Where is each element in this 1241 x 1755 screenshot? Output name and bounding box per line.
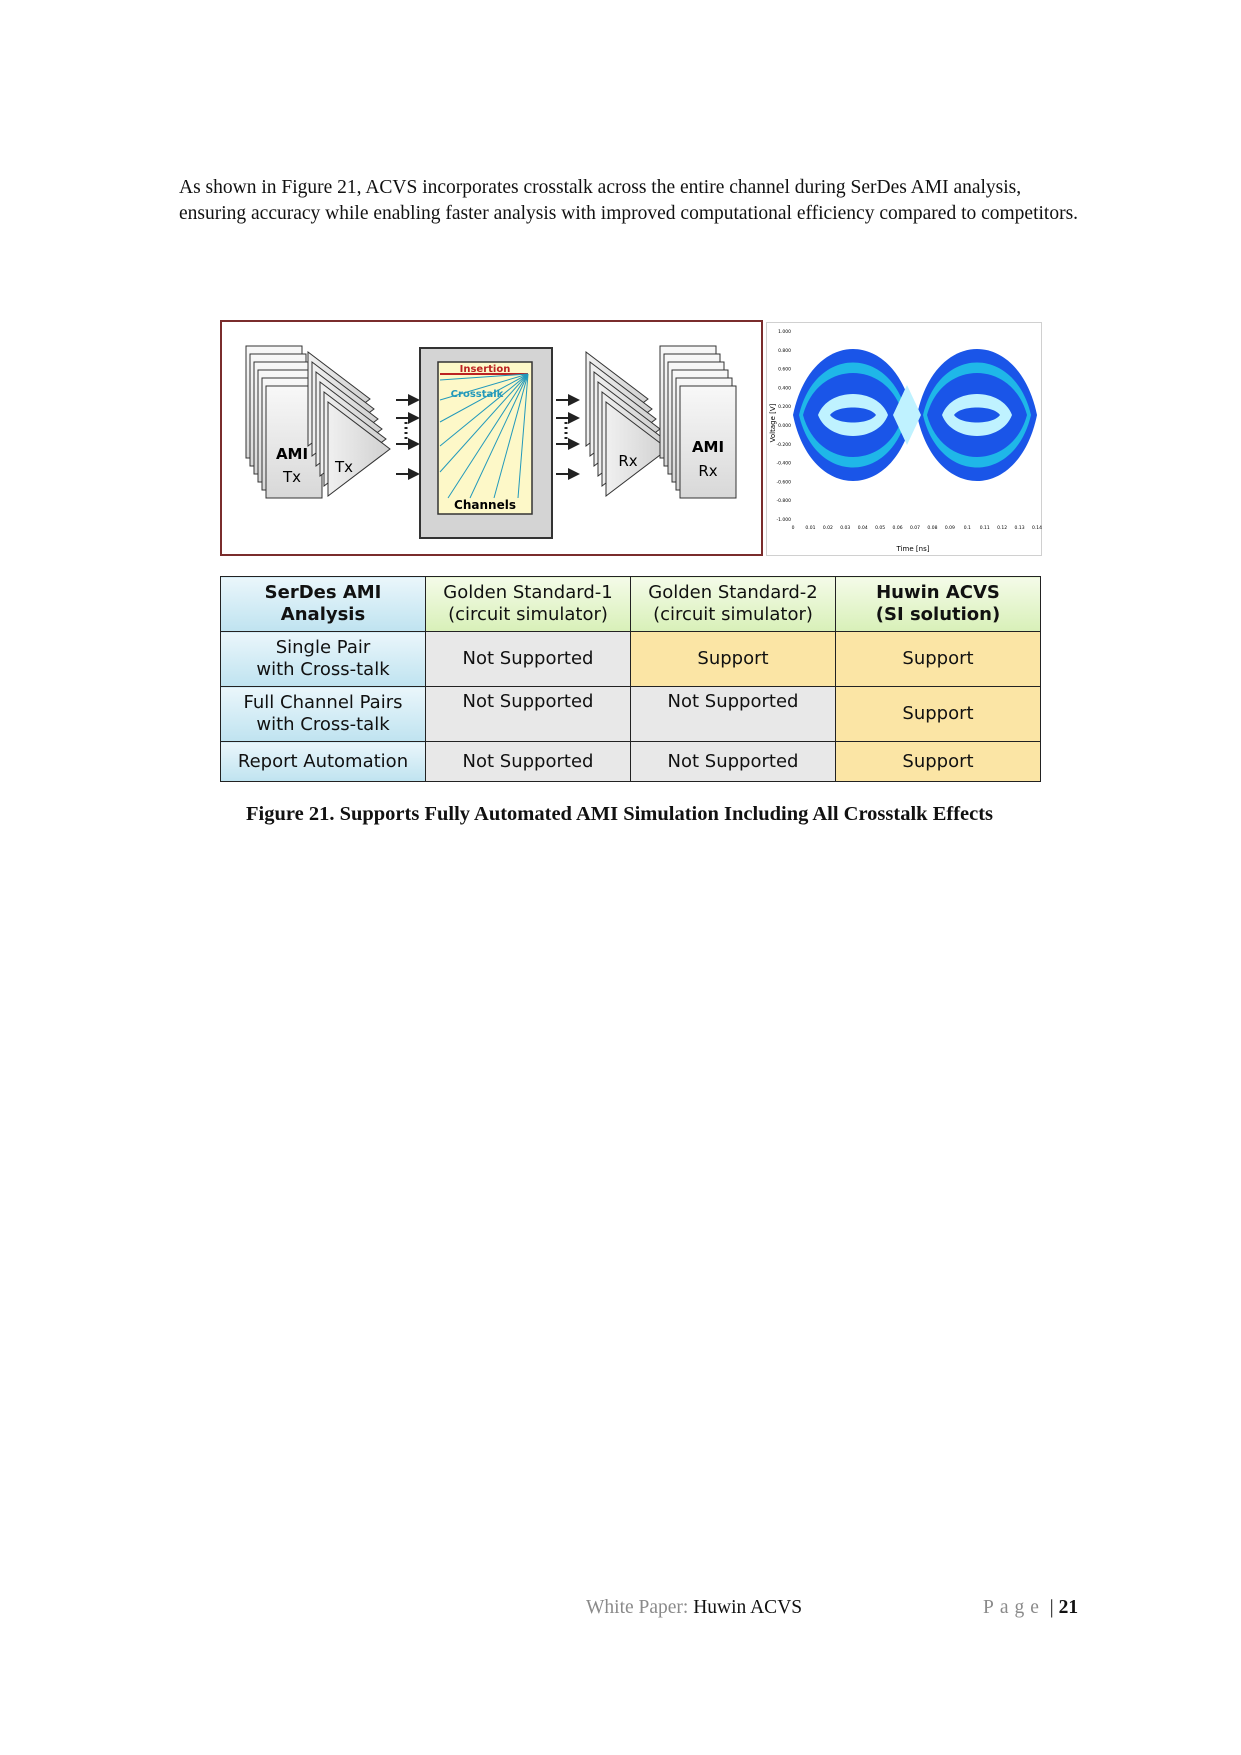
header-golden-standard-1: Golden Standard-1 (circuit simulator) <box>426 577 631 632</box>
eye-y-axis-label: Voltage [V] <box>769 403 777 443</box>
cell-gs2-report-automation: Not Supported <box>631 742 836 782</box>
eye-x-axis-label: Time [ns] <box>896 545 930 553</box>
eye-x-tick-label: 0.12 <box>997 526 1008 531</box>
header-golden-standard-2: Golden Standard-2 (circuit simulator) <box>631 577 836 632</box>
table-row <box>221 687 1041 742</box>
row-label-report-automation: Report Automation <box>221 742 426 782</box>
comparison-table <box>220 576 1041 782</box>
eye-x-tick-label: 0.09 <box>944 526 955 531</box>
header-serdes-ami-analysis: SerDes AMI Analysis <box>221 577 426 632</box>
rx-buffer-stack <box>586 352 668 496</box>
footer-page-num: 21 <box>1058 1597 1079 1618</box>
cell-gs2-full-channel: Not Supported <box>631 687 836 742</box>
footer-page-word: Page <box>983 1597 1045 1618</box>
header-huwin-acvs: Huwin ACVS (SI solution) <box>836 577 1041 632</box>
row-label-single-pair: Single Pair with Cross-talk <box>221 632 426 687</box>
eye-diagram-svg <box>767 323 1041 555</box>
footer-title: Huwin ACVS <box>693 1597 803 1618</box>
eye-y-tick-label: 0.800 <box>778 348 791 354</box>
eye-x-tick-label: 0 <box>791 526 795 531</box>
table-row <box>221 742 1041 782</box>
eye-x-tick-label: 0.01 <box>805 526 816 531</box>
cell-gs2-single-pair: Support <box>631 632 836 687</box>
channels-label: Channels <box>454 498 516 512</box>
rx-ami-label-2: Rx <box>698 462 718 480</box>
cell-gs1-report-automation: Not Supported <box>426 742 631 782</box>
eye-x-tick-label: 0.03 <box>840 526 851 531</box>
eye-y-tick-label: 0.200 <box>778 405 791 411</box>
eye-y-tick-label: 0.400 <box>778 386 791 392</box>
tx-ami-label-2: Tx <box>282 468 302 486</box>
footer-prefix: White Paper: <box>586 1597 694 1618</box>
rx-arrows <box>556 400 578 474</box>
eye-y-tick-label: -0.800 <box>776 499 791 505</box>
eye-x-tick-label: 0.11 <box>979 526 990 531</box>
cell-acvs-single-pair: Support <box>836 632 1041 687</box>
channel-insertion-label: Insertion <box>459 364 511 375</box>
tx-ami-label-1: AMI <box>275 445 309 463</box>
eye-x-tick-label: 0.04 <box>857 526 868 531</box>
eye-x-tick-label: 0.05 <box>875 526 886 531</box>
intro-paragraph: As shown in Figure 21, ACVS incorporates crosstalk across the entire channel during SerDes AMI analysis, ensuring accuracy while enabling faster analysis with improved computational efficiency compared to competitors. <box>179 177 1079 224</box>
eye-pattern <box>793 349 1037 481</box>
eye-y-tick-label: 0.600 <box>778 367 791 373</box>
eye-y-tick-label: -0.600 <box>776 480 791 486</box>
figure-21-graphics <box>220 320 1042 556</box>
table-row <box>221 632 1041 687</box>
cell-gs1-single-pair: Not Supported <box>426 632 631 687</box>
eye-y-tick-label: 1.000 <box>778 330 791 335</box>
channel-crosstalk-label: Crosstalk <box>450 389 504 400</box>
tx-arrows <box>396 400 418 474</box>
table-header-row <box>221 577 1041 632</box>
rx-buffer-label: Rx <box>618 452 638 470</box>
eye-x-ticks <box>792 525 1043 531</box>
tx-buffer-label: Tx <box>334 458 354 476</box>
eye-y-tick-label: 0.000 <box>778 424 791 429</box>
eye-x-tick-label: 0.02 <box>822 526 833 531</box>
cell-gs1-full-channel: Not Supported <box>426 687 631 742</box>
footer-page-number <box>983 1597 1078 1619</box>
eye-diagram-plot <box>766 322 1042 556</box>
eye-x-tick-label: 0.06 <box>892 526 903 531</box>
eye-x-tick-label: 0.13 <box>1014 526 1025 531</box>
cell-acvs-report-automation: Support <box>836 742 1041 782</box>
footer-document-title <box>586 1597 802 1619</box>
eye-y-ticks <box>776 329 791 523</box>
eye-y-tick-label: -0.400 <box>776 461 791 467</box>
ami-block-diagram <box>220 320 763 556</box>
rx-ami-label-1: AMI <box>691 438 725 456</box>
eye-x-tick-label: 0.14 <box>1031 526 1043 531</box>
eye-x-tick-label: 0.08 <box>927 526 938 531</box>
eye-y-tick-label: -0.200 <box>776 442 791 448</box>
eye-x-tick-label: 0.07 <box>909 526 921 531</box>
eye-y-tick-label: -1.000 <box>776 518 791 523</box>
ami-diagram-svg <box>222 322 761 554</box>
row-label-full-channel: Full Channel Pairs with Cross-talk <box>221 687 426 742</box>
footer-separator: | <box>1044 1597 1059 1618</box>
figure-caption: Figure 21. Supports Fully Automated AMI Simulation Including All Crosstalk Effects <box>246 803 994 825</box>
cell-acvs-full-channel: Support <box>836 687 1041 742</box>
eye-x-tick-label: 0.1 <box>963 526 971 531</box>
